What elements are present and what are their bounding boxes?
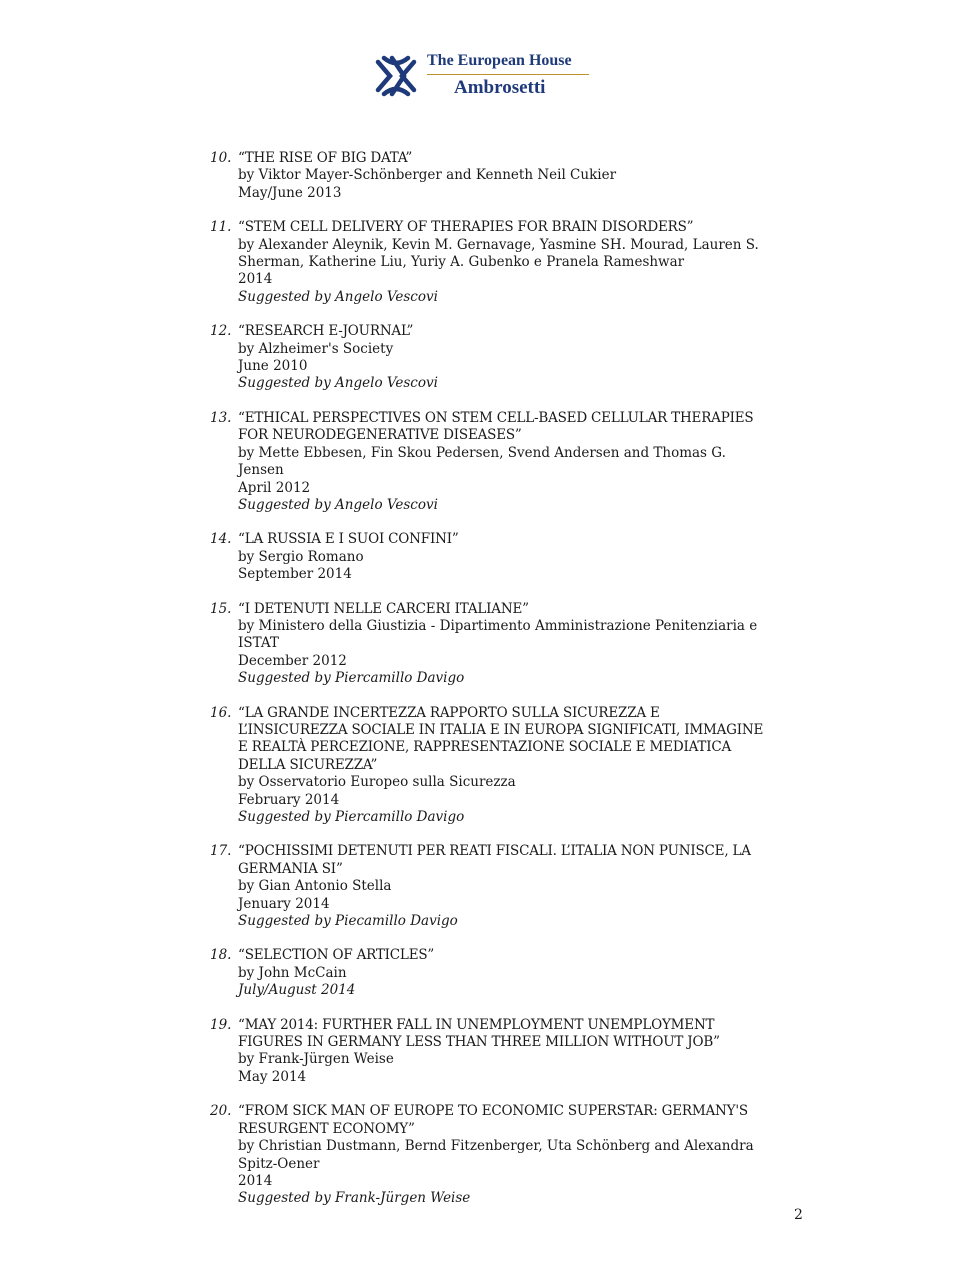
reference-date: 2014 (238, 271, 273, 288)
eh-logo-mark-icon (372, 54, 420, 98)
reference-item (210, 219, 770, 306)
reference-number: 14. (210, 531, 232, 548)
reference-date: September 2014 (238, 566, 352, 583)
reference-item (210, 947, 770, 999)
reference-number: 20. (210, 1103, 232, 1120)
reference-item (210, 150, 770, 202)
reference-title: “MAY 2014: FURTHER FALL IN UNEMPLOYMENT UNEMPLOYMENT FIGURES IN GERMANY LESS THAN THREE MILLION WITHOUT JOB” (238, 1016, 720, 1051)
reference-author: by Mette Ebbesen, Fin Skou Pedersen, Svend Andersen and Thomas G. Jensen (238, 444, 726, 479)
reference-number: 19. (210, 1016, 232, 1033)
reference-date: December 2012 (238, 652, 347, 669)
reference-item (210, 1017, 770, 1087)
reference-title: “LA RUSSIA E I SUOI CONFINI” (238, 531, 459, 548)
page-number: 2 (794, 1207, 803, 1223)
reference-title: “THE RISE OF BIG DATA” (238, 150, 413, 166)
reference-title: “ETHICAL PERSPECTIVES ON STEM CELL-BASED CELLULAR THERAPIES FOR NEURODEGENERATIVE DISEASES” (238, 409, 754, 444)
reference-date: April 2012 (238, 479, 311, 496)
reference-number: 15. (210, 600, 232, 617)
reference-author: by Gian Antonio Stella (238, 878, 392, 895)
reference-suggested-by: Suggested by Angelo Vescovi (238, 496, 438, 513)
reference-list (210, 150, 770, 1225)
reference-item (210, 601, 770, 688)
reference-item (210, 1103, 770, 1207)
reference-suggested-by: Suggested by Piercamillo Davigo (238, 670, 465, 687)
logo-divider (427, 74, 589, 75)
reference-suggested-by: Suggested by Angelo Vescovi (238, 288, 438, 305)
reference-suggested-by: Suggested by Piercamillo Davigo (238, 809, 465, 825)
reference-number: 18. (210, 947, 232, 964)
reference-author: by Christian Dustmann, Bernd Fitzenberger, Uta Schönberg and Alexandra Spitz-Oener (238, 1138, 754, 1172)
reference-title: “RESEARCH E-JOURNAL” (238, 323, 414, 340)
reference-number: 17. (210, 843, 232, 860)
reference-number: 10. (210, 150, 232, 166)
reference-author: by Osservatorio Europeo sulla Sicurezza (238, 774, 516, 791)
reference-author: by Viktor Mayer-Schönberger and Kenneth Neil Cukier (238, 167, 617, 184)
logo-text-line2: Ambrosetti (454, 77, 546, 98)
reference-title: “SELECTION OF ARTICLES” (238, 947, 435, 964)
reference-number: 16. (210, 704, 232, 721)
reference-title: “LA GRANDE INCERTEZZA RAPPORTO SULLA SICUREZZA E L’INSICUREZZA SOCIALE IN ITALIA E IN EUROPA SIGNIFICATI, IMMAGINE E REALTÀ PERCEZIONE, RAPPRESENTAZIONE SOCIALE E MEDIATICA DELLA SICUREZZA” (238, 704, 764, 773)
reference-title: “FROM SICK MAN OF EUROPE TO ECONOMIC SUPERSTAR: GERMANY'S RESURGENT ECONOMY” (238, 1103, 748, 1137)
reference-item (210, 531, 770, 583)
reference-author: by Ministero della Giustizia - Dipartimento Amministrazione Penitenziaria e ISTAT (238, 617, 758, 652)
reference-number: 13. (210, 409, 232, 426)
reference-date: May 2014 (238, 1068, 307, 1085)
reference-date: Jenuary 2014 (238, 895, 330, 912)
reference-date: July/August 2014 (238, 982, 356, 999)
reference-title: “STEM CELL DELIVERY OF THERAPIES FOR BRAIN DISORDERS” (238, 219, 694, 236)
reference-item (210, 843, 770, 930)
reference-author: by Sergio Romano (238, 548, 364, 565)
reference-item (210, 705, 770, 827)
reference-date: 2014 (238, 1172, 273, 1189)
reference-title: “I DETENUTI NELLE CARCERI ITALIANE” (238, 600, 529, 617)
reference-item (210, 410, 770, 514)
reference-date: May/June 2013 (238, 184, 342, 201)
reference-author: by Frank-Jürgen Weise (238, 1051, 394, 1068)
reference-number: 11. (210, 219, 232, 236)
reference-date: February 2014 (238, 791, 340, 808)
reference-item (210, 323, 770, 393)
reference-title: “POCHISSIMI DETENUTI PER REATI FISCALI. L’ITALIA NON PUNISCE, LA GERMANIA SI” (238, 843, 751, 877)
reference-suggested-by: Suggested by Frank-Jürgen Weise (238, 1190, 471, 1207)
reference-number: 12. (210, 323, 232, 340)
reference-suggested-by: Suggested by Angelo Vescovi (238, 375, 438, 392)
logo-text-line1: The European House (427, 52, 572, 69)
reference-author: by John McCain (238, 964, 347, 981)
reference-date: June 2010 (238, 358, 308, 375)
reference-suggested-by: Suggested by Piecamillo Davigo (238, 913, 458, 930)
reference-author: by Alzheimer's Society (238, 340, 394, 357)
reference-author: by Alexander Aleynik, Kevin M. Gernavage, Yasmine SH. Mourad, Lauren S. Sherman, Katherine Liu, Yuriy A. Gubenko e Pranela Rameshwar (238, 236, 759, 271)
document-header (372, 52, 602, 104)
